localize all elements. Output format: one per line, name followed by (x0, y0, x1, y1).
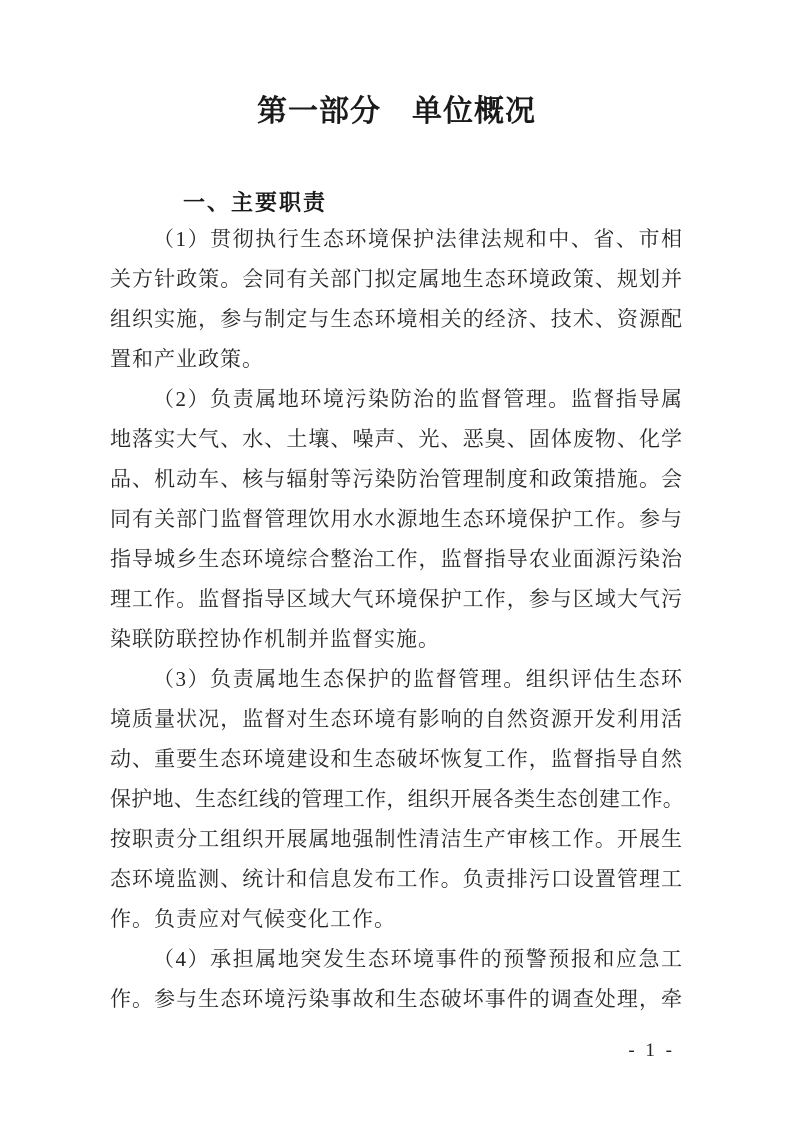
body-line: （3）负责属地生态保护的监督管理。组织评估生态环 (153, 667, 683, 691)
body-line: 作。负责应对气候变化工作。 (110, 907, 396, 931)
document-body (110, 219, 683, 1019)
body-line: （2）负责属地环境污染防治的监督管理。监督指导属 (153, 387, 683, 411)
body-line: 指导城乡生态环境综合整治工作，监督指导农业面源污染治 (110, 547, 683, 571)
body-line: 同有关部门监督管理饮用水水源地生态环境保护工作。参与 (110, 507, 683, 531)
body-line: 品、机动车、核与辐射等污染防治管理制度和政策措施。会 (110, 467, 683, 491)
body-line: 作。参与生态环境污染事故和生态破坏事件的调查处理，牵 (110, 987, 683, 1011)
page-number: - 1 - (628, 1040, 675, 1061)
body-line: 组织实施，参与制定与生态环境相关的经济、技术、资源配 (110, 307, 683, 331)
body-line: 地落实大气、水、土壤、噪声、光、恶臭、固体废物、化学 (110, 427, 683, 451)
footer (110, 1040, 683, 1062)
body-line: 置和产业政策。 (110, 347, 264, 371)
body-line: 动、重要生态环境建设和生态破坏恢复工作，监督指导自然 (110, 747, 683, 771)
body-line: （4）承担属地突发生态环境事件的预警预报和应急工 (153, 947, 683, 971)
body-line: 态环境监测、统计和信息发布工作。负责排污口设置管理工 (110, 867, 683, 891)
body-line: 理工作。监督指导区域大气环境保护工作，参与区域大气污 (110, 587, 683, 611)
body-line: 染联防联控协作机制并监督实施。 (110, 627, 440, 651)
section-heading: 一、主要职责 (183, 190, 328, 215)
body-line: 境质量状况，监督对生态环境有影响的自然资源开发利用活 (110, 707, 683, 731)
body-line: 关方针政策。会同有关部门拟定属地生态环境政策、规划并 (110, 267, 683, 291)
body-line: 按职责分工组织开展属地强制性清洁生产审核工作。开展生 (110, 827, 683, 851)
body-line: （1）贯彻执行生态环境保护法律法规和中、省、市相 (153, 227, 683, 251)
document-title: 第一部分 单位概况 (257, 95, 536, 128)
body-line: 保护地、生态红线的管理工作，组织开展各类生态创建工作。 (110, 787, 683, 811)
